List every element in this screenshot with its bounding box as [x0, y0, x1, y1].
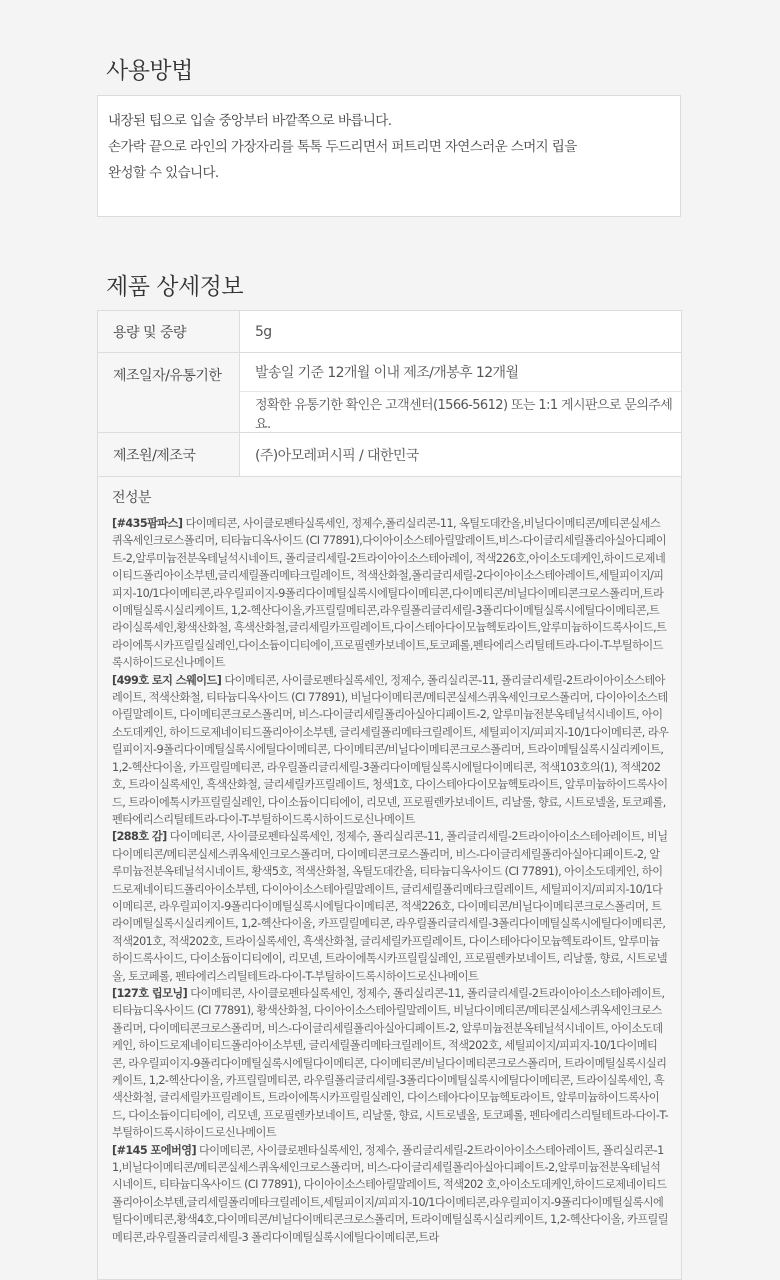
ingredients-list: [112, 515, 669, 1246]
spec-row-expiry: [98, 353, 681, 433]
ingredient-entry: [112, 515, 669, 672]
shade-name: [499호 로지 스웨이드]: [112, 673, 222, 687]
spec-note: 정확한 유통기한 확인은 고객센터(1566-5612) 또는 1:1 게시판으로 문의주세요.: [255, 397, 673, 432]
ingredient-text: 다이메티콘, 사이클로펜타실록세인, 정제수, 폴리실리콘-11, 폴리글리세릴-2트라이아이소스테아레이트, 티타늄디옥사이드 (CI 77891), 황색산화철, 다이아이소스테아릴말레이트, 비닐다이메티콘/메티콘실세스퀴옥세인크로스폴리머, 다이메티콘크로스폴리머, 비스-다이글리세릴폴리아실아디페이트-2, 알루미늄전분옥테닐석시네이트, 아이소도데케인, 하이드로제네이티드폴리아이소부텐, 글리세릴폴리메타크릴레이트, 적색202호, 세틸피이지/피피지-10/1다이메티콘, 라우릴피이지-9폴리다이메틸실록시에틸다이메티콘, 다이메티콘/비닐다이메티콘크로스폴리머, 트라이메틸실록시실리케이트, 1,2-헥산다이올, 카프릴릴메티콘, 라우릴폴리글리세릴-3폴리다이메틸실록시에틸다이메티콘, 트라이실록세인, 흑색산화철, 글리세릴카프릴레이트, 트라이에톡시카프릴릴실레인, 다이스테아다이모늄헥토라이트, 알루미늄하이드록사이드, 다이소듐이디티에이, 리모넨, 프로필렌카보네이트, 리날룰, 향료, 시트로넬올, 토코페롤, 펜타에리스리틸테트라-다이-T-부틸하이드록시하이드로신나메이트: [112, 986, 669, 1140]
usage-line: 내장된 팁으로 입술 중앙부터 바깥쪽으로 바릅니다.: [108, 113, 392, 129]
spec-label: 제조원/제조국: [98, 433, 240, 476]
ingredient-entry: [112, 828, 669, 985]
ingredient-text: 다이메티콘, 사이클로펜타실록세인, 정제수, 폴리실리콘-11, 폴리글리세릴-2트라이아이소스테아레이트, 비닐다이메티콘/메티콘실세스퀴옥세인크로스폴리머, 다이메티콘크로스폴리머, 비스-다이글리세릴폴리아실아디페이트-2, 알루미늄전분옥테닐석시네이트, 황색5호, 적색산화철, 옥틸도데칸올, 티타늄디옥사이드 (CI 77891), 아이소도데케인, 하이드로제네이티드폴리아이소부텐, 다이아이소스테아릴말레이트, 글리세릴폴리메타크릴레이트, 세틸피이지/피피지-10/1다이메티콘, 라우릴피이지-9폴리다이메틸실록시에틸다이메티콘, 적색226호, 다이메티콘/비닐다이메티콘크로스폴리머, 트라이메틸실록시실리케이트, 1,2-헥산다이올, 카프릴릴메티콘, 라우릴폴리글리세릴-3폴리다이메틸실록시에틸다이메티콘, 적색201호, 적색202호, 트라이실록세인, 흑색산화철, 글리세릴카프릴레이트, 다이스테아다이모늄헥토라이트, 알루미늄하이드록사이드, 다이소듐이디티에이, 리모넨, 트라이에톡시카프릴릴실레인, 프로필렌카보네이트, 리날룰, 향료, 시트로넬올, 토코페롤, 펜타에리스리틸테트라-다이-T-부틸하이드록시하이드로신나메이트: [112, 830, 668, 983]
spec-label: 용량 및 중량: [98, 311, 240, 352]
spec-row-manufacturer: [98, 433, 681, 477]
ingredients-title: 전성분: [112, 490, 152, 506]
shade-name: [#435팜파스]: [112, 517, 183, 530]
ingredient-entry: [112, 985, 669, 1142]
spec-label: 제조일자/유통기한: [98, 353, 240, 432]
ingredient-text: 다이메티콘, 사이클로펜타실록세인, 정제수, 폴리글리세릴-2트라이아이소스테아레이트, 폴리실리콘-11,비닐다이메티콘/메티콘실세스퀴옥세인크로스폴리머, 비스-다이글리세릴폴리아실아디페이트-2,알루미늄전분옥테닐석시네이트, 티타늄디옥사이드 (CI 77891), 다이아이소스테아릴말레이트, 적색202 호,아이소도데케인,하이드로제네이티드폴리아이소부텐,글리세릴폴리메타크릴레이트,세틸피이지/피피지-10/1다이메티콘,라우릴피이지-9폴리다이메틸실록시에틸다이메티콘,황색4호,다이메티콘/비닐다이메티콘크로스폴리머, 트라이메틸실록시실리케이트, 1,2-헥산다이올, 카프릴릴메티콘,라우릴폴리글리세릴-3 폴리다이메틸실록시에틸다이메티콘,트라: [112, 1143, 669, 1244]
product-spec-table: [97, 310, 682, 1280]
usage-section-title: 사용방법: [106, 58, 193, 84]
ingredients-panel: [98, 477, 681, 1279]
ingredient-entry: [112, 1142, 669, 1246]
ingredient-text: 다이메티콘, 사이클로펜타실록세인, 정제수,폴리실리콘-11, 옥틸도데칸올,비닐다이메티콘/메티콘실세스퀴옥세인크로스폴리머, 티타늄디옥사이드 (CI 77891),다이아이소스테아릴말레이트,비스-다이글리세릴폴리아실아디페이트-2,알루미늄전분옥테닐석시네이트, 폴리글리세릴-2트라이아이소스테아레이, 적색226호,아이소도데케인,하이드로제네이티드폴리아이소부텐,글리세릴폴리메타크릴레이트, 적색산화철,폴리글리세릴-2다이아이소스테아레이트,세틸피이지/피피지-10/1다이메티콘,라우릴피이지-9폴리다이메틸실록시에틸다이메티콘,다이메티콘/비닐다이메티콘크로스폴리머,트라이메틸실록시실리케이트, 1,2-헥산다이올,카프릴릴메티콘,라우릴폴리글리세릴-3폴리다이메틸실록시에틸다이메티콘,트라이실록세인,황색산화철, 흑색산화철,글리세릴카프릴레이트,다이스테아다이모늄헥토라이트,알루미늄하이드록사이드,트라이에톡시카프릴릴실레인,다이소듐이디티에이,프로필렌카보네이트,토코페롤,펜타에리스리틸테트라-다이-T-부틸하이드록시하이드로신나메이트: [112, 517, 667, 670]
spec-value: (주)아모레퍼시픽 / 대한민국: [255, 447, 419, 464]
usage-line: 손가락 끝으로 라인의 가장자리를 톡톡 두드리면서 퍼트리면 자연스러운 스머지 립을: [108, 139, 577, 155]
spec-value: 5g: [255, 323, 272, 340]
usage-description-box: [97, 95, 681, 217]
spec-row-volume: [98, 311, 681, 353]
ingredient-entry: [112, 672, 669, 829]
shade-name: [288호 감]: [112, 830, 167, 844]
shade-name: [#145 포에버영]: [112, 1143, 197, 1157]
details-section-title: 제품 상세정보: [106, 274, 244, 300]
ingredient-text: 다이메티콘, 사이클로펜타실록세인, 정제수, 폴리실리콘-11, 폴리글리세릴-2트라이아이소스테아레이트, 적색산화철, 티타늄디옥사이드 (CI 77891), 비닐다이메티콘/메티콘실세스퀴옥세인크로스폴리머, 다이아이소스테아릴말레이트, 다이메티콘크로스폴리머, 비스-다이글리세릴폴리아실아디페이트-2, 알루미늄전분옥테닐석시네이트, 아이소도데케인, 하이드로제네이티드폴리아이소부텐, 글리세릴폴리메타크릴레이트, 세틸피이지/피피지-10/1다이메티콘, 라우릴피이지-9폴리다이메틸실록시에틸다이메티콘, 다이메티콘/비닐다이메티콘크로스폴리머, 트라이메틸실록시실리케이트, 1,2-헥산다이올, 카프릴릴메티콘, 라우릴폴리글리세릴-3폴리다이메틸실록시에틸다이메티콘, 적색103호의(1), 적색202호, 트라이실록세인, 흑색산화철, 글리세릴카프릴레이트, 청색1호, 다이스테아다이모늄헥토라이트, 알루미늄하이드록사이드, 트라이에톡시카프릴릴실레인, 다이소듐이디티에이, 리모넨, 프로필렌카보네이트, 리날룰, 향료, 시트로넬올, 토코페롤, 펜타에리스리틸테트라-다이-T-부틸하이드록시하이드로신나메이트: [112, 673, 669, 826]
usage-line: 완성할 수 있습니다.: [108, 165, 219, 181]
spec-value: 발송일 기준 12개월 이내 제조/개봉후 12개월: [240, 353, 681, 392]
shade-name: [127호 립모닝]: [112, 986, 188, 1000]
